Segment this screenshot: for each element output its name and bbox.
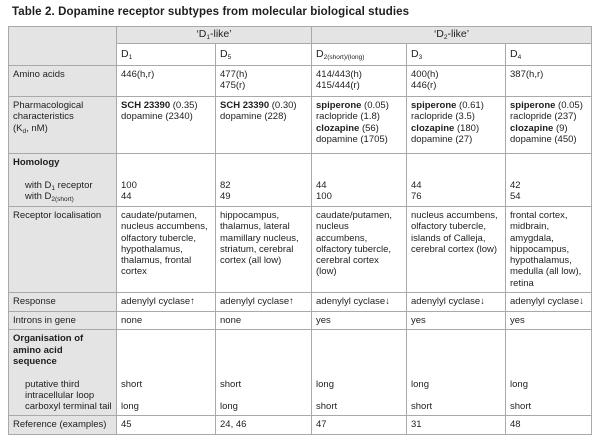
receptor-header-d4: $D_4$ — [506, 44, 592, 66]
homology-d1: 100 44 — [117, 154, 216, 207]
localisation-d5: hippocampus, thalamus, lateral mamillary nucleus, striatum, cerebral cortex (all low) — [216, 207, 312, 293]
receptor-header-d5: $D_5$ — [216, 44, 312, 66]
row-label-introns: Introns in gene — [9, 312, 117, 330]
row-label-organisation: Organisation of amino acid sequence putative third intracellular loop carboxyl terminal tail — [9, 330, 117, 416]
receptor-header-d2: $D_{2(short)/(long)}$ — [312, 44, 407, 66]
reference-d3: 31 — [407, 416, 506, 434]
row-label-pharmacology: Pharmacological characteristics ($K_d$, nM) — [9, 97, 117, 154]
introns-d4: yes — [506, 312, 592, 330]
pharmacology-d3: spiperone (0.61) raclopride (3.5) clozapine (180) dopamine (27) — [407, 97, 506, 154]
dopamine-receptor-table — [8, 26, 592, 435]
localisation-d2: caudate/putamen, nucleus accumbens, olfactory tubercle, cerebral cortex (low) — [312, 207, 407, 293]
row-label-homology: Homology with $D_1$ receptor with $D_{2(short)}$ — [9, 154, 117, 207]
receptor-header-d1: $D_1$ — [117, 44, 216, 66]
amino-acids-d1: 446(h,r) — [117, 66, 216, 97]
row-reference — [9, 416, 592, 434]
row-organisation — [9, 330, 592, 416]
reference-d2: 47 — [312, 416, 407, 434]
introns-d5: none — [216, 312, 312, 330]
receptor-header-d3: $D_3$ — [407, 44, 506, 66]
row-localisation — [9, 207, 592, 293]
row-label-localisation: Receptor localisation — [9, 207, 117, 293]
introns-d2: yes — [312, 312, 407, 330]
introns-d1: none — [117, 312, 216, 330]
group-header-d1-like: ‘$D_1$-like’ — [117, 27, 312, 44]
homology-d3: 44 76 — [407, 154, 506, 207]
row-label-response: Response — [9, 293, 117, 312]
pharmacology-d5: SCH 23390 (0.30) dopamine (228) — [216, 97, 312, 154]
row-response — [9, 293, 592, 312]
amino-acids-d3: 400(h) 446(r) — [407, 66, 506, 97]
response-d5: adenylyl cyclase↑ — [216, 293, 312, 312]
row-introns — [9, 312, 592, 330]
introns-d3: yes — [407, 312, 506, 330]
organisation-d4: long short — [506, 330, 592, 416]
pharmacology-d2: spiperone (0.05) raclopride (1.8) clozapine (56) dopamine (1705) — [312, 97, 407, 154]
amino-acids-d2: 414/443(h) 415/444(r) — [312, 66, 407, 97]
organisation-d5: short long — [216, 330, 312, 416]
group-header-d2-like: ‘$D_2$-like’ — [312, 27, 592, 44]
reference-d1: 45 — [117, 416, 216, 434]
reference-d4: 48 — [506, 416, 592, 434]
pharmacology-d4: spiperone (0.05) raclopride (237) clozapine (9) dopamine (450) — [506, 97, 592, 154]
table-title: Table 2. Dopamine receptor subtypes from molecular biological studies — [12, 6, 410, 18]
pharmacology-d1: SCH 23390 (0.35) dopamine (2340) — [117, 97, 216, 154]
amino-acids-d5: 477(h) 475(r) — [216, 66, 312, 97]
localisation-d1: caudate/putamen, nucleus accumbens, olfactory tubercle, hypothalamus, thalamus, frontal cortex — [117, 207, 216, 293]
homology-d4: 42 54 — [506, 154, 592, 207]
homology-d5: 82 49 — [216, 154, 312, 207]
row-label-reference: Reference (examples) — [9, 416, 117, 434]
row-label-amino-acids: Amino acids — [9, 66, 117, 97]
response-d2: adenylyl cyclase↓ — [312, 293, 407, 312]
row-pharmacology — [9, 97, 592, 154]
organisation-d3: long short — [407, 330, 506, 416]
response-d4: adenylyl cyclase↓ — [506, 293, 592, 312]
localisation-d3: nucleus accumbens, olfactory tubercle, islands of Calleja, cerebral cortex (low) — [407, 207, 506, 293]
row-homology — [9, 154, 592, 207]
amino-acids-d4: 387(h,r) — [506, 66, 592, 97]
organisation-d1: short long — [117, 330, 216, 416]
header-corner-cell — [9, 27, 117, 66]
response-d1: adenylyl cyclase↑ — [117, 293, 216, 312]
response-d3: adenylyl cyclase↓ — [407, 293, 506, 312]
reference-d5: 24, 46 — [216, 416, 312, 434]
localisation-d4: frontal cortex, midbrain, amygdala, hippocampus, hypothalamus, medulla (all low), retina — [506, 207, 592, 293]
organisation-d2: long short — [312, 330, 407, 416]
row-amino-acids — [9, 66, 592, 97]
homology-d2: 44 100 — [312, 154, 407, 207]
